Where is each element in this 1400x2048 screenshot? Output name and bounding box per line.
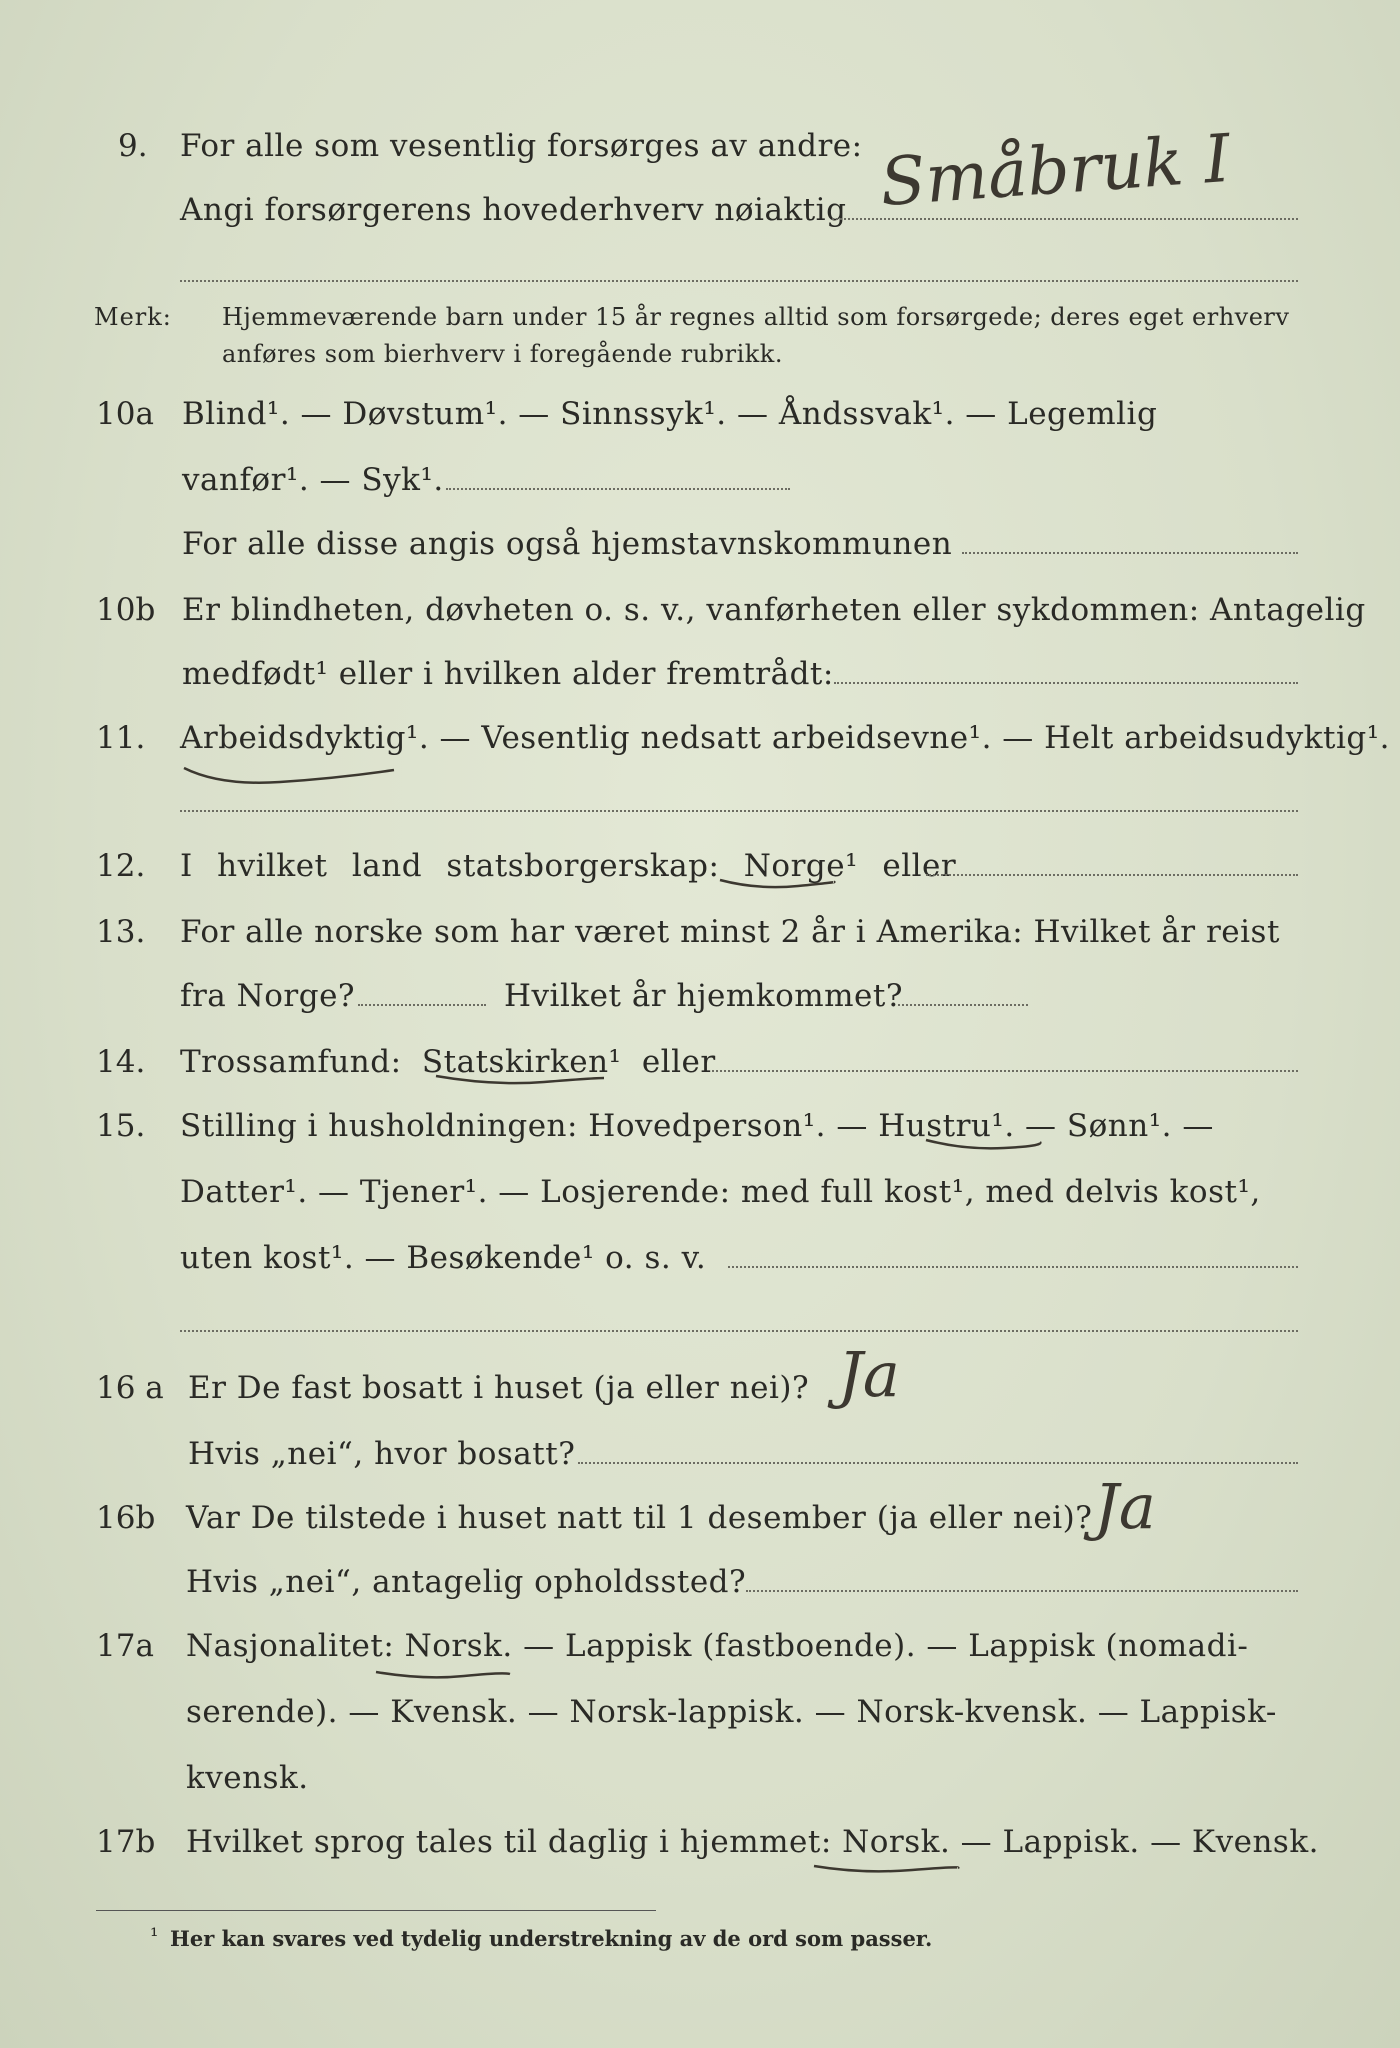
- q17b-line1: Hvilket sprog tales til daglig i hjemmet: Norsk. — Lappisk. — Kvensk.: [186, 1824, 1319, 1860]
- q10b-line2: medfødt¹ eller i hvilken alder fremtrådt:: [182, 656, 834, 692]
- q17b-handwritten-underline: [812, 1860, 962, 1880]
- q17a-line2: serende). — Kvensk. — Norsk-lappisk. — Norsk-kvensk. — Lappisk-: [186, 1694, 1277, 1730]
- q12-number: 12.: [96, 848, 146, 884]
- q17a-line1: Nasjonalitet: Norsk. — Lappisk (fastboende). — Lappisk (nomadi-: [186, 1628, 1249, 1664]
- q10b-line1: Er blindheten, døvheten o. s. v., vanførheten eller sykdommen: Antagelig: [182, 592, 1366, 628]
- q10a-line3: For alle disse angis også hjemstavnskommunen: [182, 526, 953, 562]
- q10a-hjemstavn-line: [962, 552, 1298, 554]
- q13-line2a: fra Norge?: [180, 978, 356, 1014]
- footnote-text: Her kan svares ved tydelig understrekning av de ord som passer.: [170, 1926, 933, 1951]
- q17a-number: 17a: [96, 1628, 154, 1664]
- merk-line2: anføres som bierhverv i foregående rubrikk.: [222, 340, 783, 368]
- q15-answer-line: [728, 1266, 1298, 1268]
- q11-line1: Arbeidsdyktig¹. — Vesentlig nedsatt arbeidsevne¹. — Helt arbeidsudyktig¹.: [180, 720, 1391, 756]
- q10a-number: 10a: [96, 396, 154, 432]
- q9-line1: For alle som vesentlig forsørges av andre:: [180, 128, 863, 164]
- merk-label: Merk:: [94, 303, 172, 331]
- q15-line1: Stilling i husholdningen: Hovedperson¹. — Hustru¹. — Sønn¹. —: [180, 1108, 1214, 1144]
- q13-reist-line: [358, 1004, 486, 1006]
- q16b-line1: Var De tilstede i huset natt til 1 desember (ja eller nei)?: [186, 1500, 1093, 1536]
- q9-line2: Angi forsørgerens hovederhverv nøiaktig: [180, 192, 847, 228]
- q13-number: 13.: [96, 914, 146, 950]
- q14-answer-line: [712, 1070, 1298, 1072]
- q16b-number: 16b: [96, 1500, 156, 1536]
- footnote-mark: ¹: [150, 1924, 159, 1948]
- q16b-line2: Hvis „nei“, antagelig opholdssted?: [186, 1564, 747, 1600]
- q17a-line3: kvensk.: [186, 1760, 309, 1796]
- q15-number: 15.: [96, 1108, 146, 1144]
- q11-handwritten-underline: [180, 760, 400, 790]
- footnote-rule: [96, 1910, 656, 1911]
- q10a-line2: vanfør¹. — Syk¹.: [182, 462, 444, 498]
- q17a-handwritten-underline: [374, 1666, 514, 1686]
- q10a-syk-line: [446, 488, 790, 490]
- q16a-line2: Hvis „nei“, hvor bosatt?: [188, 1436, 576, 1472]
- q12-answer-line: [926, 874, 1298, 876]
- q9-extra-line: [180, 280, 1298, 282]
- q13-line2b: Hvilket år hjemkommet?: [504, 978, 903, 1014]
- q11-number: 11.: [96, 720, 146, 756]
- q15-line3: uten kost¹. — Besøkende¹ o. s. v.: [180, 1240, 707, 1276]
- q10a-line1: Blind¹. — Døvstum¹. — Sinnssyk¹. — Åndssvak¹. — Legemlig: [182, 396, 1158, 432]
- q13-hjemkommet-line: [898, 1004, 1028, 1006]
- q16a-handwritten-answer: Ja: [838, 1338, 900, 1411]
- q12-line1: I hvilket land statsborgerskap: Norge¹ eller: [180, 848, 957, 884]
- q14-number: 14.: [96, 1044, 146, 1080]
- q17b-number: 17b: [96, 1824, 156, 1860]
- q9-handwritten-answer: Småbruk I: [877, 119, 1233, 222]
- q11-extra-line: [180, 810, 1298, 812]
- q16b-handwritten-answer: Ja: [1094, 1470, 1156, 1543]
- q16a-answer-line: [578, 1462, 1298, 1464]
- q15-line2: Datter¹. — Tjener¹. — Losjerende: med full kost¹, med delvis kost¹,: [180, 1174, 1261, 1210]
- merk-line1: Hjemmeværende barn under 15 år regnes alltid som forsørgede; deres eget erhverv: [222, 303, 1290, 331]
- q16b-answer-line: [746, 1590, 1298, 1592]
- q10b-number: 10b: [96, 592, 156, 628]
- q15-handwritten-underline: [924, 1136, 1044, 1156]
- q16a-number: 16 a: [96, 1370, 164, 1406]
- q9-number: 9.: [118, 128, 148, 164]
- q16a-line1: Er De fast bosatt i huset (ja eller nei)?: [188, 1370, 810, 1406]
- q14-line1: Trossamfund: Statskirken¹ eller: [180, 1044, 716, 1080]
- q14-handwritten-underline: [434, 1070, 608, 1090]
- q10b-answer-line: [834, 682, 1298, 684]
- q12-handwritten-underline: [718, 874, 838, 894]
- q15-extra-line: [180, 1330, 1298, 1332]
- q13-line1: For alle norske som har været minst 2 år i Amerika: Hvilket år reist: [180, 914, 1280, 950]
